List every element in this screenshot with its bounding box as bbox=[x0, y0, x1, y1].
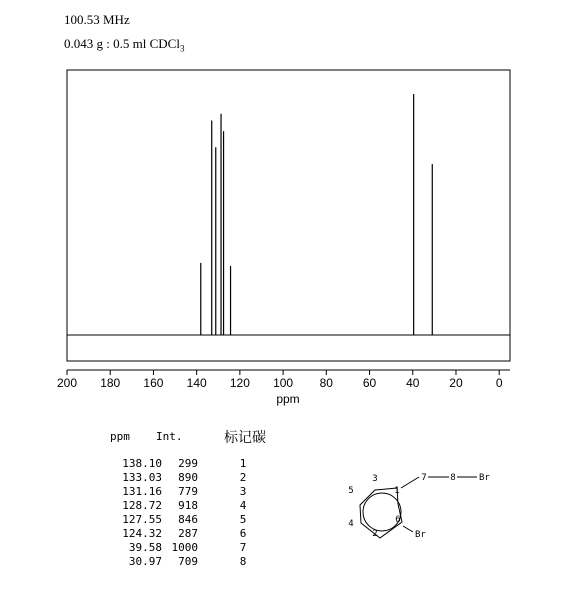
x-tick-label-40: 40 bbox=[406, 376, 420, 390]
cell-atom-number: 4 bbox=[239, 499, 247, 512]
cell-ppm: 124.32 bbox=[122, 527, 162, 540]
atom-label-2: 2 bbox=[372, 529, 378, 539]
x-axis-label: ppm bbox=[276, 392, 300, 406]
table-row bbox=[96, 541, 256, 555]
plot-frame bbox=[67, 70, 510, 361]
cell-intensity: 299 bbox=[178, 457, 198, 470]
col-header-int: Int. bbox=[156, 430, 183, 443]
atom-label-1: 1 bbox=[394, 486, 400, 496]
aromatic-circle bbox=[363, 493, 401, 531]
cell-intensity: 918 bbox=[178, 499, 198, 512]
x-axis-ticks bbox=[57, 370, 503, 390]
x-tick-label-200: 200 bbox=[56, 376, 78, 390]
atom-label-6: 6 bbox=[395, 515, 401, 525]
cell-intensity: 779 bbox=[178, 485, 198, 498]
cell-intensity: 1000 bbox=[171, 541, 198, 554]
x-tick-label-140: 140 bbox=[186, 376, 207, 390]
x-tick-label-180: 180 bbox=[100, 376, 121, 390]
spectrometer-frequency: 100.53 MHz bbox=[64, 12, 130, 27]
molecule-structure bbox=[340, 466, 510, 556]
table-row bbox=[96, 485, 256, 499]
atom-label-7: 7 bbox=[421, 473, 427, 483]
cell-atom-number: 6 bbox=[239, 527, 247, 540]
x-tick-label-120: 120 bbox=[229, 376, 250, 390]
cell-ppm: 30.97 bbox=[128, 555, 162, 568]
table-row bbox=[96, 499, 256, 513]
cell-ppm: 127.55 bbox=[122, 513, 162, 526]
x-tick-label-160: 160 bbox=[143, 376, 164, 390]
cell-ppm: 133.03 bbox=[122, 471, 162, 484]
peaks bbox=[201, 94, 433, 335]
cell-ppm: 128.72 bbox=[122, 499, 162, 512]
cell-atom-number: 5 bbox=[239, 513, 247, 526]
table-row bbox=[96, 513, 256, 527]
sample-info-subscript: 3 bbox=[179, 43, 185, 54]
cell-ppm: 39.58 bbox=[128, 541, 162, 554]
cell-ppm: 138.10 bbox=[122, 457, 162, 470]
bond-1-7 bbox=[401, 477, 419, 488]
cell-atom-number: 2 bbox=[239, 471, 247, 484]
x-tick-label-100: 100 bbox=[273, 376, 294, 390]
cell-intensity: 287 bbox=[178, 527, 198, 540]
x-tick-label-20: 20 bbox=[449, 376, 463, 390]
cell-atom-number: 3 bbox=[239, 485, 247, 498]
table-row bbox=[96, 555, 256, 569]
table-row bbox=[96, 527, 256, 541]
cell-atom-number: 1 bbox=[239, 457, 247, 470]
col-header-ppm: ppm bbox=[110, 430, 130, 443]
x-tick-label-60: 60 bbox=[362, 376, 377, 390]
cell-atom-number: 8 bbox=[239, 555, 247, 568]
cell-intensity: 846 bbox=[178, 513, 198, 526]
atom-label-8: 8 bbox=[450, 473, 456, 483]
sample-info-text: 0.043 g : 0.5 ml CDCl bbox=[64, 36, 180, 51]
bromine-label-chain: Br bbox=[479, 473, 490, 483]
atom-label-4: 4 bbox=[348, 519, 354, 529]
cell-ppm: 131.16 bbox=[122, 485, 162, 498]
cell-intensity: 890 bbox=[178, 471, 198, 484]
cell-atom-number: 7 bbox=[239, 541, 247, 554]
x-tick-label-0: 0 bbox=[495, 376, 503, 390]
atom-label-3: 3 bbox=[372, 474, 378, 484]
table-row bbox=[96, 471, 256, 485]
cell-intensity: 709 bbox=[178, 555, 198, 568]
x-tick-label-80: 80 bbox=[319, 376, 333, 390]
table-row bbox=[96, 457, 256, 471]
col-header-assignment: 标记碳 bbox=[224, 430, 266, 446]
bond-6-br bbox=[403, 526, 413, 532]
atom-label-5: 5 bbox=[348, 486, 354, 496]
bromine-label-ring: Br bbox=[415, 530, 426, 540]
